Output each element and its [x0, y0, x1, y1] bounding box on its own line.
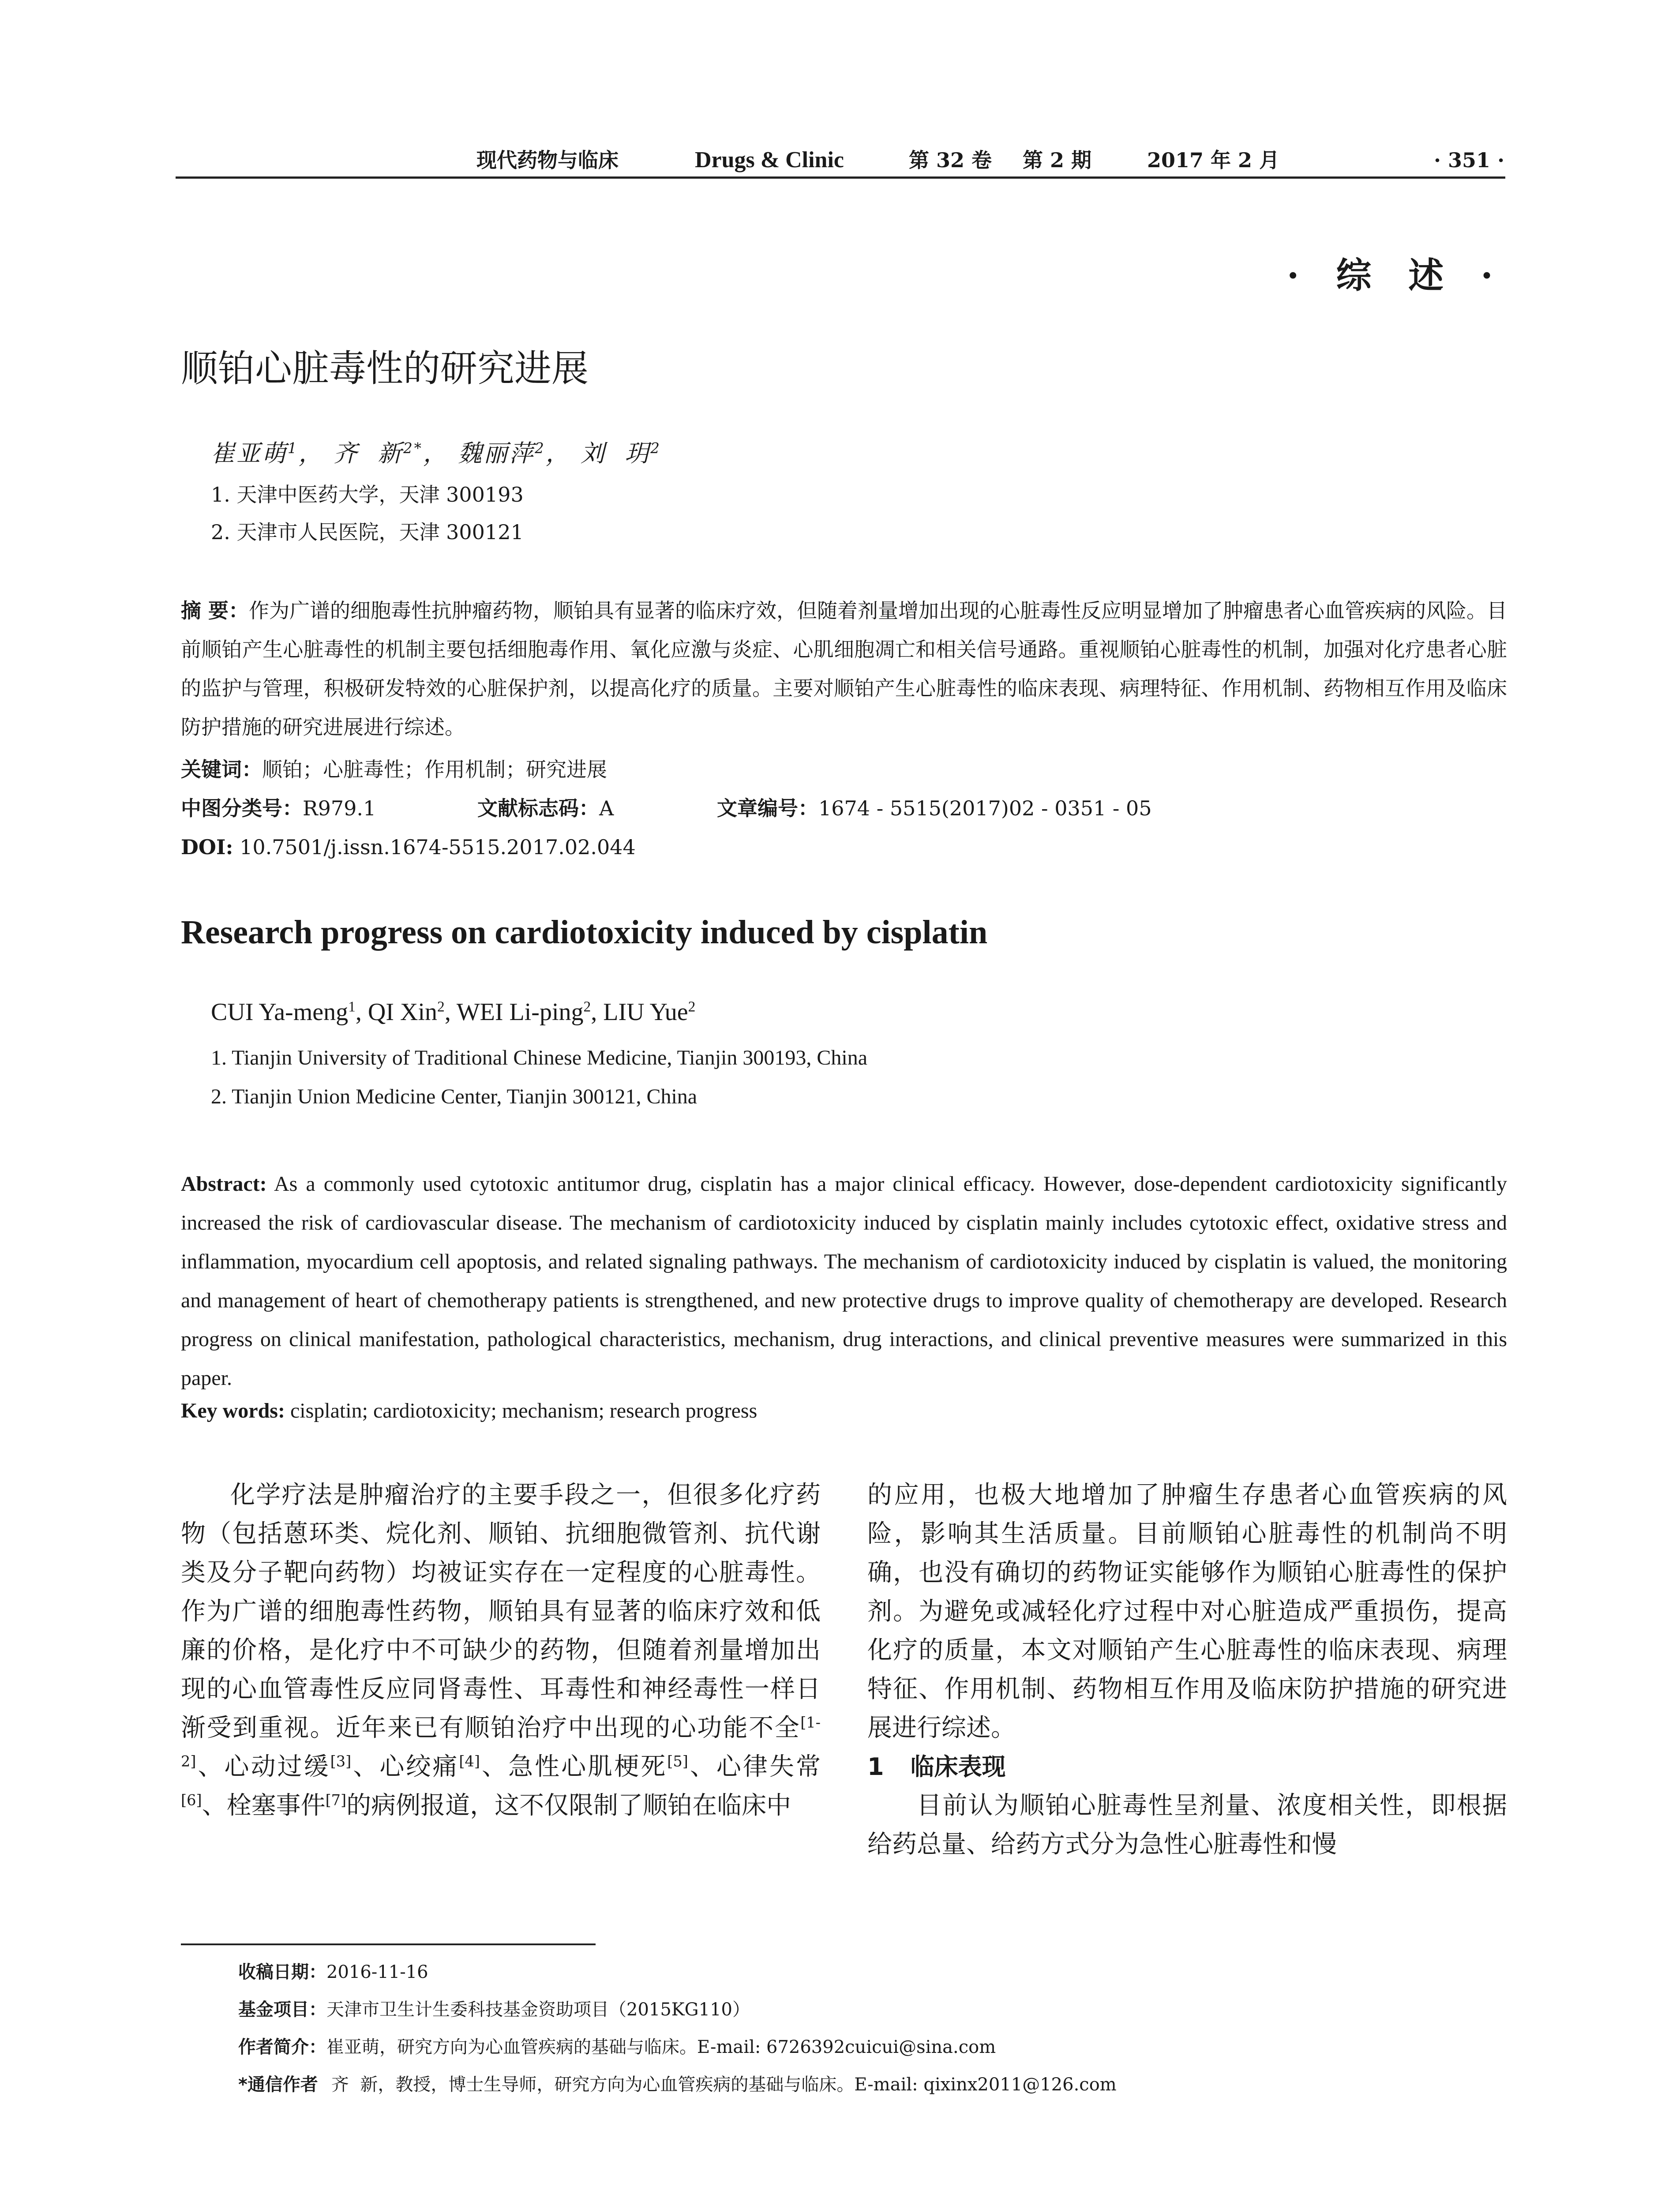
- body-text: 的病例报道，这不仅限制了顺铂在临床中: [346, 1791, 791, 1820]
- issue: 第 2 期: [1023, 148, 1092, 172]
- author-separator: ,: [444, 998, 457, 1026]
- footnote-label: 基金项目：: [238, 2000, 326, 2020]
- section-tag: · 综 述 ·: [1286, 255, 1505, 296]
- issue-date: 2017 年 2 月: [1147, 148, 1280, 172]
- page-number: · 351 ·: [1434, 148, 1505, 172]
- author-name: CUI Ya-meng: [211, 998, 349, 1026]
- footnote-funding: [238, 1996, 750, 2023]
- footnote-text: 崔亚萌，研究方向为心血管疾病的基础与临床。E-mail: 6726392cuicui@sina.com: [326, 2037, 996, 2057]
- footnote-author-bio: [238, 2034, 996, 2060]
- body-text: 、栓塞事件: [202, 1791, 326, 1820]
- abstract-en-text: As a commonly used cytotoxic antitumor drug, cisplatin has a major clinical efficacy. However, dose-dependent cardiotoxicity significantly increased the risk of cardiovascular disease. The mechanism of cardiotoxicity induced by cisplatin mainly includes cytotoxic effect, oxidative stress and inflammation, myocardium cell apoptosis, and related signaling pathways. The mechanism of cardiotoxicity induced by cisplatin is valued, the monitoring and management of heart of chemotherapy patients is strengthened, and new protective drugs to improve quality of chemotherapy are developed. Research progress on clinical manifestation, pathological characteristics, mechanism, drug interactions, and clinical preventive measures were summarized in this paper.: [181, 1172, 1508, 1390]
- keywords-cn-text: 顺铂；心脏毒性；作用机制；研究进展: [262, 758, 607, 781]
- citation: [6]: [181, 1791, 202, 1809]
- body-text: 、急性心肌梗死: [480, 1752, 668, 1781]
- doi-value: 10.7501/j.issn.1674-5515.2017.02.044: [240, 835, 636, 859]
- citation: [3]: [330, 1752, 352, 1770]
- doi: [181, 828, 636, 867]
- abstract-cn-label: 摘 要：: [181, 599, 249, 623]
- doc-code-label: 文献标志码：: [477, 796, 599, 820]
- author-affil-sup: 2: [583, 998, 591, 1015]
- author-affil-sup: 2: [688, 998, 696, 1015]
- author-affil-sup: 2: [535, 440, 546, 457]
- section-heading: [867, 1748, 1507, 1786]
- journal-name-en: Drugs & Clinic: [695, 147, 844, 173]
- clc-number: [181, 789, 376, 828]
- clc-value: R979.1: [303, 796, 376, 820]
- authors-cn: [211, 435, 661, 469]
- citation: [1-2]: [181, 1714, 821, 1770]
- section-title: 临床表现: [910, 1753, 1006, 1781]
- footnote-label: *通信作者: [238, 2075, 318, 2095]
- document-code: [477, 789, 614, 828]
- footnote-text: 2016-11-16: [326, 1962, 428, 1982]
- author-name: WEI Li-ping: [456, 998, 584, 1026]
- journal-name-cn: 现代药物与临床: [476, 148, 619, 172]
- author-separator: ，: [545, 439, 571, 467]
- author-name: 崔亚萌: [211, 439, 288, 467]
- footnote-corresponding: [238, 2071, 1117, 2098]
- citation: [5]: [667, 1752, 688, 1770]
- author-name: 魏丽萍: [458, 439, 535, 467]
- header-rule: [176, 176, 1505, 179]
- abstract-cn: [181, 591, 1507, 747]
- abstract-cn-text: 作为广谱的细胞毒性抗肿瘤药物，顺铂具有显著的临床疗效，但随着剂量增加出现的心脏毒性反应明显增加了肿瘤患者心血管疾病的风险。目前顺铂产生心脏毒性的机制主要包括细胞毒作用、氧化应激与炎症、心肌细胞凋亡和相关信号通路。重视顺铂心脏毒性的机制，加强对化疗患者心脏的监护与管理，积极研发特效的心脏保护剂，以提高化疗的质量。主要对顺铂产生心脏毒性的临床表现、病理特征、作用机制、药物相互作用及临床防护措施的研究进展进行综述。: [181, 599, 1508, 739]
- author-affil-sup: 2: [437, 998, 445, 1015]
- citation: [4]: [459, 1752, 480, 1770]
- author-separator: ,: [591, 998, 604, 1026]
- article-number: [717, 789, 1152, 828]
- author-name: 齐 新: [333, 439, 404, 467]
- section-number: 1: [867, 1753, 884, 1781]
- author-affil-sup: 2*: [403, 440, 423, 457]
- affiliation-en: 2. Tianjin Union Medicine Center, Tianjin 300121, China: [211, 1085, 698, 1108]
- article-number-label: 文章编号：: [717, 796, 818, 820]
- author-name: LIU Yue: [603, 998, 688, 1026]
- author-separator: ,: [355, 998, 368, 1026]
- keywords-en-label: Key words:: [181, 1399, 285, 1422]
- affiliation-cn: 2. 天津市人民医院，天津 300121: [211, 520, 524, 544]
- body-column-left: [181, 1476, 821, 1825]
- footnote-received: [238, 1959, 428, 1985]
- clc-label: 中图分类号：: [181, 796, 303, 820]
- footnote-rule: [181, 1943, 596, 1945]
- body-column-right: [867, 1476, 1507, 1864]
- author-separator: ，: [298, 439, 324, 467]
- author-separator: ，: [423, 439, 449, 467]
- footnote-text: 天津市卫生计生委科技基金资助项目（2015KG110）: [326, 2000, 750, 2020]
- affiliation-cn: 1. 天津中医药大学，天津 300193: [211, 483, 524, 506]
- body-text: 、心绞痛: [351, 1752, 459, 1781]
- citation: [7]: [325, 1791, 347, 1809]
- body-text: 、心律失常: [688, 1752, 821, 1781]
- author-affil-sup: 1: [348, 998, 356, 1015]
- abstract-en: [181, 1165, 1507, 1398]
- footnote-label: 收稿日期：: [238, 1962, 326, 1982]
- keywords-cn: [181, 750, 607, 789]
- body-paragraph: 目前认为顺铂心脏毒性呈剂量、浓度相关性，即根据给药总量、给药方式分为急性心脏毒性和慢: [867, 1791, 1507, 1859]
- body-text: 、心动过缓: [196, 1752, 330, 1781]
- body-text: 化学疗法是肿瘤治疗的主要手段之一，但很多化疗药物（包括蒽环类、烷化剂、顺铂、抗细胞微管剂、抗代谢类及分子靶向药物）均被证实存在一定程度的心脏毒性。作为广谱的细胞毒性药物，顺铂具有显著的临床疗效和低廉的价格，是化疗中不可缺少的药物，但随着剂量增加出现的心血管毒性反应同肾毒性、耳毒性和神经毒性一样日渐受到重视。近年来已有顺铂治疗中出现的心功能不全: [181, 1481, 821, 1742]
- abstract-en-label: Abstract:: [181, 1172, 267, 1196]
- authors-en: [211, 998, 695, 1026]
- doc-code-value: A: [599, 796, 614, 820]
- volume: 第 32 卷: [909, 148, 992, 172]
- body-paragraph: [181, 1476, 821, 1825]
- title-cn: 顺铂心脏毒性的研究进展: [181, 347, 589, 390]
- author-name: 刘 玥: [580, 439, 651, 467]
- body-paragraph: 的应用，也极大地增加了肿瘤生存患者心血管疾病的风险，影响其生活质量。目前顺铂心脏毒性的机制尚不明确，也没有确切的药物证实能够作为顺铂心脏毒性的保护剂。为避免或减轻化疗过程中对心脏造成严重损伤，提高化疗的质量，本文对顺铂产生心脏毒性的临床表现、病理特征、作用机制、药物相互作用及临床防护措施的研究进展进行综述。: [867, 1481, 1507, 1742]
- footnote-label: 作者简介：: [238, 2037, 326, 2057]
- title-en: Research progress on cardiotoxicity induced by cisplatin: [181, 914, 988, 951]
- author-affil-sup: 2: [650, 440, 661, 457]
- doi-label: DOI:: [181, 835, 233, 859]
- affiliation-en: 1. Tianjin University of Traditional Chinese Medicine, Tianjin 300193, China: [211, 1046, 868, 1069]
- author-name: QI Xin: [368, 998, 438, 1026]
- keywords-en-text: cisplatin; cardiotoxicity; mechanism; research progress: [290, 1399, 758, 1422]
- footnote-text: 齐 新，教授，博士生导师，研究方向为心血管疾病的基础与临床。E-mail: qixinx2011@126.com: [331, 2075, 1117, 2095]
- article-number-value: 1674 - 5515(2017)02 - 0351 - 05: [818, 796, 1152, 820]
- author-affil-sup: 1: [288, 440, 299, 457]
- keywords-en: [181, 1399, 757, 1423]
- keywords-cn-label: 关键词：: [181, 758, 262, 781]
